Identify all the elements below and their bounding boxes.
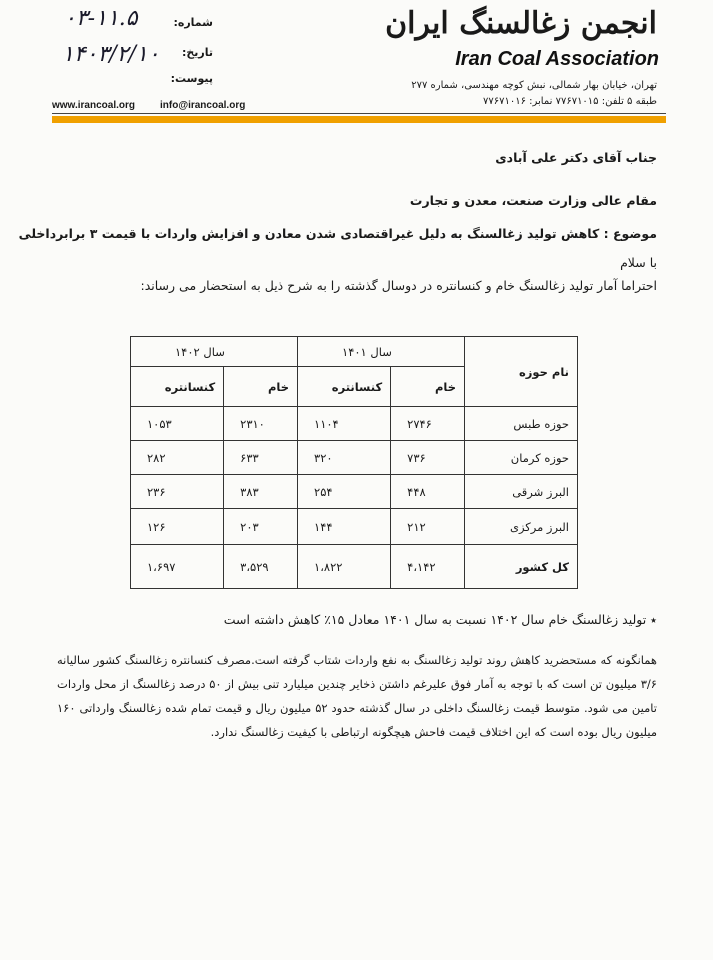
attachment-label: پیوست: (170, 72, 213, 85)
value-cell: ۷۳۶ (391, 441, 465, 475)
region-header: نام حوزه (465, 337, 578, 407)
region-cell: البرز مرکزی (465, 509, 578, 545)
total-cell: ۱،۸۲۲ (298, 545, 391, 589)
table-row (131, 407, 578, 441)
subject-line: موضوع : کاهش تولید زغالسنگ به دلیل غیراقتصادی شدن معادن و افزایش واردات با قیمت ۳ برابرداخلی (18, 226, 657, 241)
position-line: مقام عالی وزارت صنعت، معدن و تجارت (409, 193, 657, 208)
letter-number-handwritten: ۰۳-۱۱.۵ (64, 6, 138, 31)
value-cell: ۱۲۶ (131, 509, 224, 545)
phone-line: طبقه ۵ تلفن: ۷۷۶۷۱۰۱۵ نمابر: ۷۷۶۷۱۰۱۶ (482, 96, 657, 107)
value-cell: ۶۳۳ (224, 441, 298, 475)
letter-date-handwritten: ۱۴۰۳/۲/۱۰ (62, 42, 160, 67)
concentrate-1401-header: کنسانتره (298, 367, 391, 407)
value-cell: ۲۰۳ (224, 509, 298, 545)
year-1402-header: سال ۱۴۰۲ (131, 337, 298, 367)
value-cell: ۲۸۲ (131, 441, 224, 475)
value-cell: ۲۱۲ (391, 509, 465, 545)
concentrate-1402-header: کنسانتره (131, 367, 224, 407)
table-row (131, 475, 578, 509)
number-label: شماره: (173, 16, 213, 29)
region-cell: حوزه طبس (465, 407, 578, 441)
total-cell: ۴،۱۴۲ (391, 545, 465, 589)
body-paragraph: همانگونه که مستحضرید کاهش روند تولید زغالسنگ به نفع واردات شتاب گرفته است.مصرف کنسانتره زغالسنگ کشور سالیانه ۳/۶ میلیون تن است که با توجه به آمار فوق علیرغم داشتن ذخایر چندین میلیارد تنی بیش از ۵۰ درصد زغالسنگ از محل واردات تامین می شود. متوسط قیمت زغالسنگ داخلی در سال گذشته حدود ۵۲ میلیون ریال و قیمت تمام شده زغالسنگ وارداتی ۱۶۰ میلیون ریال بوده است که این اختلاف قیمت فاحش هیچگونه ارتباطی با کیفیت زغالسنگ ندارد. (57, 653, 657, 739)
raw-1401-header: خام (391, 367, 465, 407)
address-line: تهران، خیابان بهار شمالی، نبش کوچه مهندسی، شماره ۲۷۷ (411, 80, 657, 91)
value-cell: ۱۰۵۳ (131, 407, 224, 441)
total-cell: ۱،۶۹۷ (131, 545, 224, 589)
intro-line: احتراما آمار تولید زغالسنگ خام و کنسانتره در دوسال گذشته را به شرح ذیل به استحضار می رساند: (140, 278, 657, 293)
region-cell: حوزه کرمان (465, 441, 578, 475)
total-row (131, 545, 578, 589)
website-link[interactable]: www.irancoal.org (52, 100, 135, 111)
value-cell: ۱۴۴ (298, 509, 391, 545)
header-accent-bar (52, 116, 666, 123)
coal-production-table (130, 336, 578, 589)
region-cell: البرز شرقی (465, 475, 578, 509)
value-cell: ۴۴۸ (391, 475, 465, 509)
total-label: کل کشور (465, 545, 578, 589)
greeting-line: با سلام (620, 255, 657, 270)
org-logo-persian: انجمن زغالسنگ ایران (385, 6, 657, 41)
value-cell: ۱۱۰۴ (298, 407, 391, 441)
value-cell: ۲۳۱۰ (224, 407, 298, 441)
total-cell: ۳،۵۲۹ (224, 545, 298, 589)
recipient-line: جناب آقای دکتر علی آبادی (495, 150, 657, 165)
email-link[interactable]: info@irancoal.org (160, 100, 246, 111)
value-cell: ۲۵۴ (298, 475, 391, 509)
table-row (131, 509, 578, 545)
year-1401-header: سال ۱۴۰۱ (298, 337, 465, 367)
value-cell: ۲۷۴۶ (391, 407, 465, 441)
header-divider (52, 113, 666, 114)
org-logo-english: Iran Coal Association (455, 48, 659, 70)
value-cell: ۳۸۳ (224, 475, 298, 509)
date-label: تاریخ: (181, 46, 213, 59)
raw-1402-header: خام (224, 367, 298, 407)
value-cell: ۲۳۶ (131, 475, 224, 509)
footnote: ٭ تولید زغالسنگ خام سال ۱۴۰۲ نسبت به سال ۱۴۰۱ معادل ۱۵٪ کاهش داشته است (223, 612, 657, 627)
value-cell: ۳۲۰ (298, 441, 391, 475)
table-row (131, 441, 578, 475)
